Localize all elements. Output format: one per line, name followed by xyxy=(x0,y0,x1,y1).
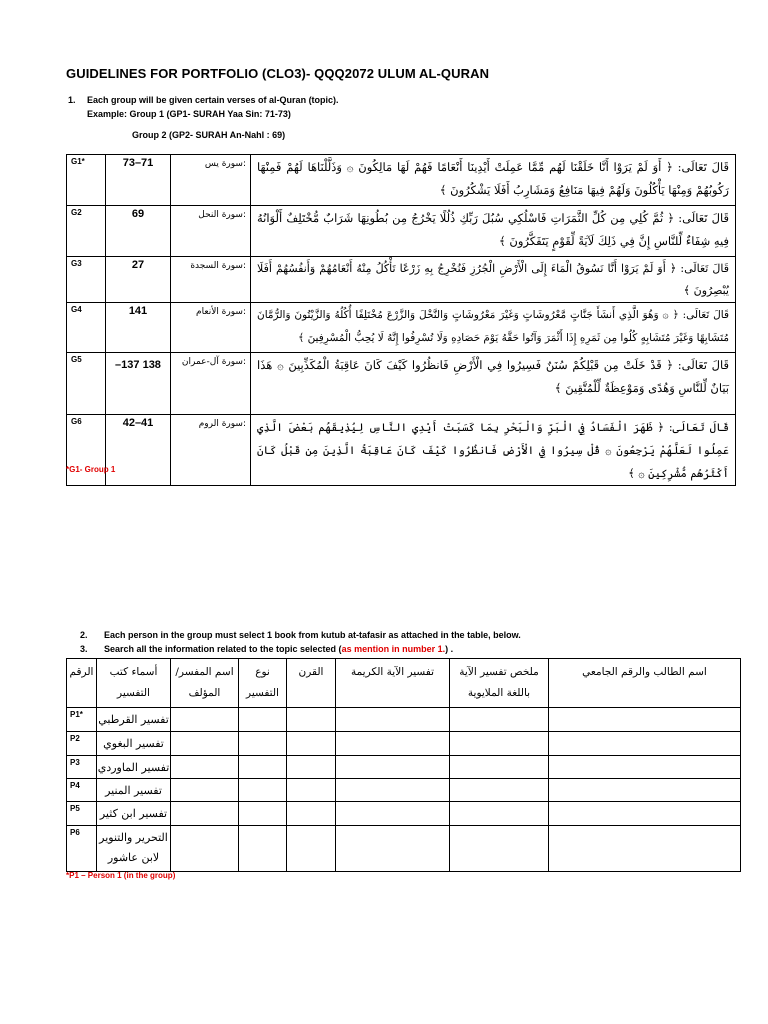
tafsir-cell[interactable] xyxy=(336,826,450,872)
header-num: الرقم xyxy=(67,659,97,708)
person-code: P1* xyxy=(67,708,97,732)
century-cell[interactable] xyxy=(287,826,336,872)
surah-name: سورة الأنعام: xyxy=(171,303,251,353)
book-name: تفسير المنير xyxy=(97,779,171,802)
student-cell[interactable] xyxy=(549,802,741,826)
tafsir-header-row xyxy=(67,659,741,708)
book-name: التحرير والتنوير لابن عاشور xyxy=(97,826,171,872)
ayah-range: 69 xyxy=(106,206,171,257)
group-code: G3 xyxy=(67,257,106,303)
instruction-1-example-2: Group 2 (GP2- SURAH An-Nahl : 69) xyxy=(132,130,286,140)
century-cell[interactable] xyxy=(287,802,336,826)
summary-cell[interactable] xyxy=(450,802,549,826)
ayah-range: 27 xyxy=(106,257,171,303)
tafsir-cell[interactable] xyxy=(336,708,450,732)
student-cell[interactable] xyxy=(549,756,741,779)
verse-text: قَالَ تَعَالَى: ﴿ أَوَ لَمْ يَرَوْا أَنَّا نَسُوقُ الْمَاءَ إِلَى الْأَرْضِ الْجُرُزِ فَنُخْرِجُ بِهِ زَرْعًا تَأْكُلُ مِنْهُ أَنْعَامُهُمْ وَأَنفُسُهُمْ أَفَلَا يُبْصِرُونَ ﴾ xyxy=(251,257,736,303)
group-code: G6 xyxy=(67,415,106,486)
type-cell[interactable] xyxy=(239,708,287,732)
verse-text: قَالَ تَعَالَى: ﴿ أَوَ لَمْ يَرَوْا أَنَّا خَلَقْنَا لَهُم مِّمَّا عَمِلَتْ أَيْدِينَا أَنْعَامًا فَهُمْ لَهَا مَالِكُونَ ۞ وَذَلَّلْنَاهَا لَهُمْ فَمِنْهَا رَكُوبُهُمْ وَمِنْهَا يَأْكُلُونَ وَلَهُمْ فِيهَا مَنَافِعُ وَمَشَارِبُ أَفَلَا يَشْكُرُونَ ﴾ xyxy=(251,155,736,206)
person-code: P2 xyxy=(67,732,97,756)
instruction-3-tail: ) . xyxy=(445,644,454,654)
verse-text: قَالَ تَعَالَى: ﴿ ثُمَّ كُلِي مِن كُلِّ الثَّمَرَاتِ فَاسْلُكِي سُبُلَ رَبِّكِ ذُلُلًا يَخْرُجُ مِن بُطُونِهَا شَرَابٌ مُّخْتَلِفٌ أَلْوَانُهُ فِيهِ شِفَاءٌ لِّلنَّاسِ إِنَّ فِي ذَلِكَ لَآيَةً لِّقَوْمٍ يَتَفَكَّرُونَ ﴾ xyxy=(251,206,736,257)
instruction-1-example: Example: Group 1 (GP1- SURAH Yaa Sin: 71-73) xyxy=(87,109,291,119)
surah-name: سورة النحل: xyxy=(171,206,251,257)
verse-row xyxy=(67,206,736,257)
summary-cell[interactable] xyxy=(450,756,549,779)
tafsir-cell[interactable] xyxy=(336,756,450,779)
person-code: P6 xyxy=(67,826,97,872)
summary-cell[interactable] xyxy=(450,779,549,802)
book-name: تفسير ابن كثير xyxy=(97,802,171,826)
table-row xyxy=(67,756,741,779)
header-author: اسم المفسر/ المؤلف xyxy=(171,659,239,708)
summary-cell[interactable] xyxy=(450,826,549,872)
student-cell[interactable] xyxy=(549,708,741,732)
person-code: P5 xyxy=(67,802,97,826)
type-cell[interactable] xyxy=(239,779,287,802)
verse-row xyxy=(67,303,736,353)
student-cell[interactable] xyxy=(549,826,741,872)
type-cell[interactable] xyxy=(239,756,287,779)
group-code: G2 xyxy=(67,206,106,257)
group-code: G4 xyxy=(67,303,106,353)
tafsir-cell[interactable] xyxy=(336,779,450,802)
ayah-range: 73–71 xyxy=(106,155,171,206)
author-cell[interactable] xyxy=(171,732,239,756)
type-cell[interactable] xyxy=(239,826,287,872)
header-books: أسماء كتب التفسير xyxy=(97,659,171,708)
century-cell[interactable] xyxy=(287,732,336,756)
table-row xyxy=(67,732,741,756)
instruction-3-lead: Search all the information related to the topic selected ( xyxy=(104,644,342,654)
header-verse-tafsir: تفسير الآية الكريمة xyxy=(336,659,450,708)
century-cell[interactable] xyxy=(287,756,336,779)
book-name: تفسير الماوردي xyxy=(97,756,171,779)
author-cell[interactable] xyxy=(171,826,239,872)
student-cell[interactable] xyxy=(549,732,741,756)
group-code: G5 xyxy=(67,353,106,415)
page-title: GUIDELINES FOR PORTFOLIO (CLO3)- QQQ2072 ULUM AL-QURAN xyxy=(66,66,490,81)
person-code: P4 xyxy=(67,779,97,802)
verse-text: قَالَ تَعَالَى: ﴿ ظَهَرَ الْفَسَادُ فِي الْبَرِّ وَالْبَحْرِ بِمَا كَسَبَتْ أَيْدِي النَّاسِ لِيُذِيقَهُم بَعْضَ الَّذِي عَمِلُوا لَعَلَّهُمْ يَرْجِعُونَ ۞ قُلْ سِيرُوا فِي الْأَرْضِ فَانظُرُوا كَيْفَ كَانَ عَاقِبَةُ الَّذِينَ مِن قَبْلُ كَانَ أَكْثَرُهُم مُّشْرِكِينَ ۞ ﴾ xyxy=(251,415,736,486)
verse-text: قَالَ تَعَالَى: ﴿ ۞ وَهُوَ الَّذِي أَنشَأَ جَنَّاتٍ مَّعْرُوشَاتٍ وَغَيْرَ مَعْرُوشَاتٍ وَالنَّخْلَ وَالزَّرْعَ مُخْتَلِفًا أُكُلُهُ وَالزَّيْتُونَ وَالرُّمَّانَ مُتَشَابِهًا وَغَيْرَ مُتَشَابِهٍ كُلُوا مِن ثَمَرِهِ إِذَا أَثْمَرَ وَآتُوا حَقَّهُ يَوْمَ حَصَادِهِ وَلَا تُسْرِفُوا إِنَّهُ لَا يُحِبُّ الْمُسْرِفِينَ ﴾ xyxy=(251,303,736,353)
instruction-3-text xyxy=(104,644,453,654)
person-code: P3 xyxy=(67,756,97,779)
book-name: تفسير القرطبي xyxy=(97,708,171,732)
header-type: نوع التفسير xyxy=(239,659,287,708)
header-student: اسم الطالب والرقم الجامعي xyxy=(549,659,741,708)
surah-name: سورة الروم: xyxy=(171,415,251,486)
verse-row xyxy=(67,415,736,486)
instruction-2-number: 2. xyxy=(80,630,88,640)
table-row xyxy=(67,802,741,826)
header-malay-summary: ملخص تفسير الآية باللغة الملايوية xyxy=(450,659,549,708)
instruction-1-text: Each group will be given certain verses of al-Quran (topic). xyxy=(87,95,339,105)
author-cell[interactable] xyxy=(171,779,239,802)
person-footnote: *P1 – Person 1 (in the group) xyxy=(66,871,176,880)
verse-row xyxy=(67,155,736,206)
type-cell[interactable] xyxy=(239,802,287,826)
summary-cell[interactable] xyxy=(450,708,549,732)
author-cell[interactable] xyxy=(171,756,239,779)
author-cell[interactable] xyxy=(171,802,239,826)
ayah-range: 141 xyxy=(106,303,171,353)
instruction-2-text: Each person in the group must select 1 book from kutub at-tafasir as attached in the table, below. xyxy=(104,630,521,640)
verse-row xyxy=(67,257,736,303)
tafsir-cell[interactable] xyxy=(336,802,450,826)
surah-name: سورة يس: xyxy=(171,155,251,206)
verse-text: قَالَ تَعَالَى: ﴿ قَدْ خَلَتْ مِن قَبْلِكُمْ سُنَنٌ فَسِيرُوا فِي الْأَرْضِ فَانظُرُوا كَيْفَ كَانَ عَاقِبَةُ الْمُكَذِّبِينَ ۞ هَذَا بَيَانٌ لِّلنَّاسِ وَهُدًى وَمَوْعِظَةٌ لِّلْمُتَّقِينَ ﴾ xyxy=(251,353,736,415)
century-cell[interactable] xyxy=(287,779,336,802)
verse-row xyxy=(67,353,736,415)
tafsir-cell[interactable] xyxy=(336,732,450,756)
ayah-range: 42–41 xyxy=(106,415,171,486)
century-cell[interactable] xyxy=(287,708,336,732)
type-cell[interactable] xyxy=(239,732,287,756)
header-century: القرن xyxy=(287,659,336,708)
summary-cell[interactable] xyxy=(450,732,549,756)
ayah-range: –137 138 xyxy=(106,353,171,415)
verses-table xyxy=(66,154,736,486)
surah-name: سورة السجدة: xyxy=(171,257,251,303)
instruction-3-highlight: as mention in number 1. xyxy=(341,644,446,654)
group-footnote: *G1- Group 1 xyxy=(66,465,116,474)
book-name: تفسير البغوي xyxy=(97,732,171,756)
table-row xyxy=(67,708,741,732)
group-code: G1* xyxy=(67,155,106,206)
instruction-1-number: 1. xyxy=(68,95,76,105)
student-cell[interactable] xyxy=(549,779,741,802)
table-row xyxy=(67,779,741,802)
tafsir-table xyxy=(66,658,741,872)
table-row xyxy=(67,826,741,872)
instruction-3-number: 3. xyxy=(80,644,88,654)
author-cell[interactable] xyxy=(171,708,239,732)
surah-name: سورة آل-عمران: xyxy=(171,353,251,415)
